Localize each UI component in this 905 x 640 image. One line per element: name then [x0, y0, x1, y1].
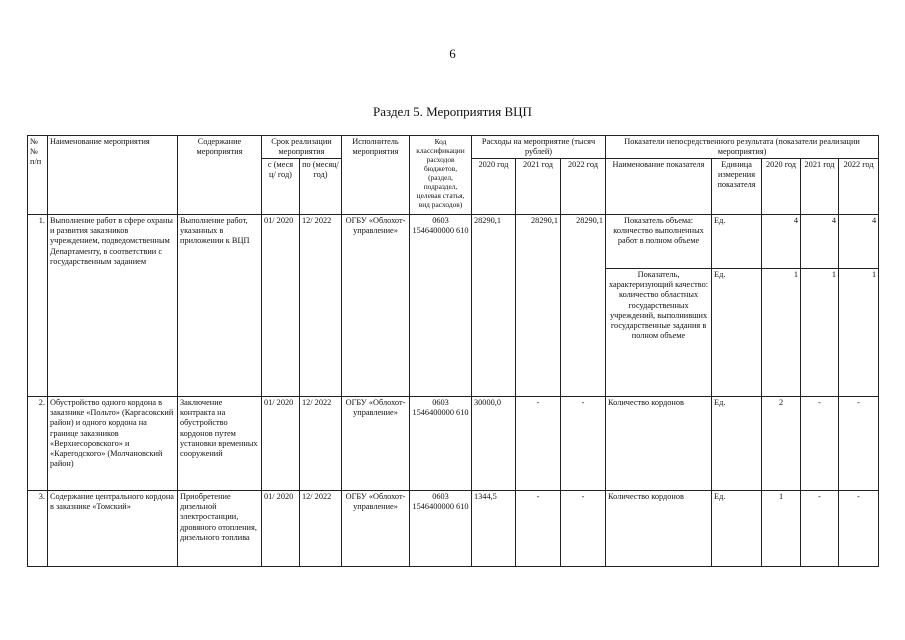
- section-title: Раздел 5. Мероприятия ВЦП: [373, 104, 532, 119]
- row-num: 1.: [28, 215, 48, 397]
- header-row-1: [28, 136, 879, 159]
- row-content: Приобретение дизельной электростанции, дровяного отопления, дизельного топлива: [178, 491, 262, 567]
- row-code: 0603 1546400000 610: [410, 397, 472, 491]
- row-to: 12/ 2022: [300, 397, 342, 491]
- header-indicator-unit: Единица измерения показателя: [712, 159, 762, 215]
- indicator-2020: 2: [762, 397, 801, 491]
- header-period-to: по (месяц/ год): [300, 159, 342, 215]
- row-expense-2020: 1344,5: [472, 491, 516, 567]
- row-num: 3.: [28, 491, 48, 567]
- indicator-name: Количество кордонов: [606, 397, 712, 491]
- header-indicator-name: Наименование показателя: [606, 159, 712, 215]
- row-name: Выполнение работ в сфере охраны и развития заказников учреждением, подведомственным Департаменту, в соответствии с государственным заданием: [48, 215, 178, 397]
- indicator-unit: Ед.: [712, 269, 762, 397]
- row-to: 12/ 2022: [300, 491, 342, 567]
- header-name: Наименование мероприятия: [48, 136, 178, 215]
- header-code: Код классификации расходов бюджетов, (раздел, подраздел, целевая статья, вид расходов): [410, 136, 472, 215]
- row-name: Обустройство одного кордона в заказнике «Польто» (Каргасокский район) и одного кордона на границе заказников «Верхнесоровского» и «Карегодского» (Молчановский район): [48, 397, 178, 491]
- header-expenses: Расходы на мероприятие (тысяч рублей): [472, 136, 606, 159]
- header-indicator-2022: 2022 год: [839, 159, 879, 215]
- row-executor: ОГБУ «Облохот-управление»: [342, 491, 410, 567]
- row-expense-2021: -: [516, 491, 561, 567]
- header-period-from: с (меся ц/ год): [262, 159, 300, 215]
- table-row: [28, 491, 879, 567]
- row-expense-2021: 28290,1: [516, 215, 561, 397]
- header-num: №№ п/п: [28, 136, 48, 215]
- header-executor: Исполнитель мероприятия: [342, 136, 410, 215]
- header-year-2022: 2022 год: [561, 159, 606, 215]
- row-name: Содержание центрального кордона в заказнике «Томский»: [48, 491, 178, 567]
- row-expense-2022: 28290,1: [561, 215, 606, 397]
- row-to: 12/ 2022: [300, 215, 342, 397]
- indicator-2022: 1: [839, 269, 879, 397]
- table-row: [28, 215, 879, 269]
- page-number: 6: [449, 46, 456, 61]
- header-content: Содержание мероприятия: [178, 136, 262, 215]
- row-expense-2020: 28290,1: [472, 215, 516, 397]
- header-period: Срок реализации мероприятия: [262, 136, 342, 159]
- row-code: 0603 1546400000 610: [410, 491, 472, 567]
- row-from: 01/ 2020: [262, 491, 300, 567]
- indicator-2022: -: [839, 397, 879, 491]
- row-from: 01/ 2020: [262, 215, 300, 397]
- row-num: 2.: [28, 397, 48, 491]
- indicator-unit: Ед.: [712, 215, 762, 269]
- indicator-2022: 4: [839, 215, 879, 269]
- indicator-2021: -: [801, 397, 839, 491]
- indicator-name: Количество кордонов: [606, 491, 712, 567]
- row-expense-2020: 30000,0: [472, 397, 516, 491]
- indicator-2020: 4: [762, 215, 801, 269]
- indicator-unit: Ед.: [712, 491, 762, 567]
- indicator-name: Показатель, характеризующий качество: количество областных государственных учреждений, выполнивших государственные задания в полном объеме: [606, 269, 712, 397]
- row-expense-2022: -: [561, 397, 606, 491]
- header-indicator-2020: 2020 год: [762, 159, 801, 215]
- header-year-2020: 2020 год: [472, 159, 516, 215]
- row-executor: ОГБУ «Облохот-управление»: [342, 397, 410, 491]
- indicator-2021: 4: [801, 215, 839, 269]
- indicator-2020: 1: [762, 491, 801, 567]
- indicator-2020: 1: [762, 269, 801, 397]
- header-indicators: Показатели непосредственного результата (показатели реализации мероприятия): [606, 136, 879, 159]
- row-from: 01/ 2020: [262, 397, 300, 491]
- row-executor: ОГБУ «Облохот-управление»: [342, 215, 410, 397]
- table-row: [28, 397, 879, 491]
- header-year-2021: 2021 год: [516, 159, 561, 215]
- indicator-2021: 1: [801, 269, 839, 397]
- row-expense-2022: -: [561, 491, 606, 567]
- indicator-unit: Ед.: [712, 397, 762, 491]
- row-expense-2021: -: [516, 397, 561, 491]
- row-content: Заключение контракта на обустройство кордонов путем установки временных сооружений: [178, 397, 262, 491]
- row-content: Выполнение работ, указанных в приложении к ВЦП: [178, 215, 262, 397]
- header-indicator-2021: 2021 год: [801, 159, 839, 215]
- row-code: 0603 1546400000 610: [410, 215, 472, 397]
- indicator-2021: -: [801, 491, 839, 567]
- indicator-2022: -: [839, 491, 879, 567]
- measures-table: [27, 135, 879, 567]
- indicator-name: Показатель объема: количество выполненных работ в полном объеме: [606, 215, 712, 269]
